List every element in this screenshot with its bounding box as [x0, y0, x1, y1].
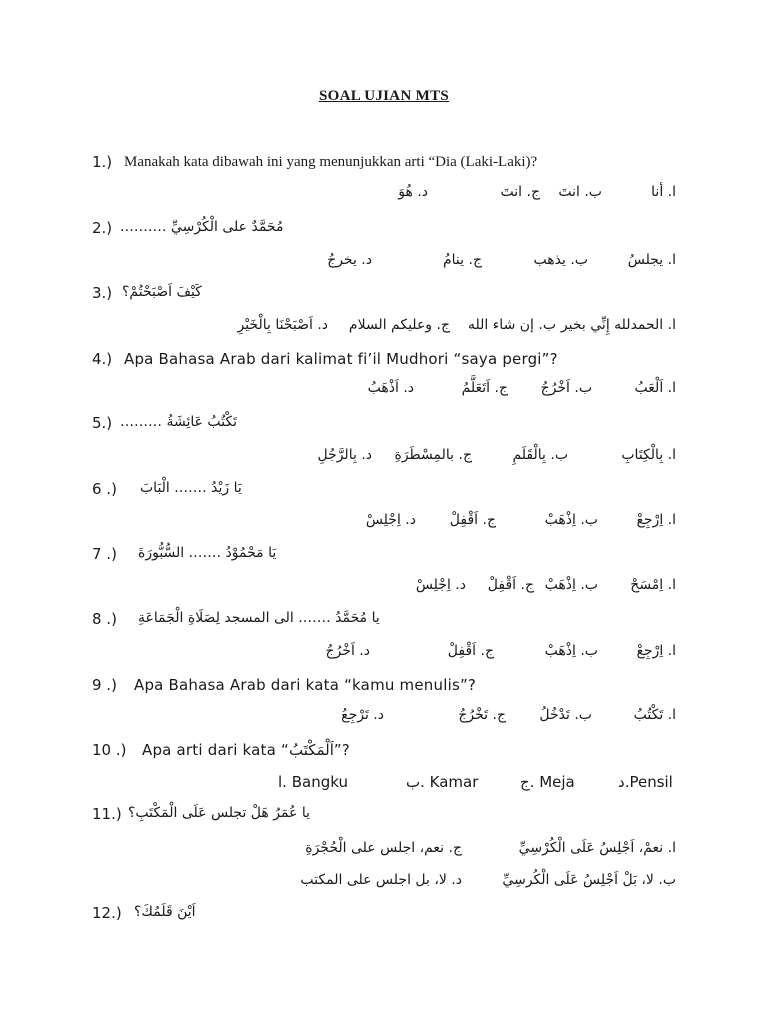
question-2: [0, 219, 768, 243]
option-a: ا. بِالْكِتَابِ: [621, 447, 676, 463]
question-text: يا مُحَمَّدُ ……. الى المسجد لِصَلَاةِ الْجَمَاعَةِ: [138, 610, 380, 626]
question-6: [0, 480, 768, 504]
options-6: [0, 512, 768, 536]
question-1: [0, 153, 768, 177]
question-3: [0, 284, 768, 308]
question-text: يَا مَحْمُوْدُ ……. السُّبُّورَةَ: [138, 545, 277, 561]
option-a: ا. يجلسُ: [627, 252, 676, 268]
option-d: د.Pensil: [618, 773, 673, 791]
option-d: د. هُوَ: [398, 184, 428, 200]
question-number: 11.): [92, 805, 122, 823]
option-d: د. اِجْلِسْ: [415, 577, 466, 593]
option-b: ب. اَخْرُجُ: [540, 380, 592, 396]
option-b: ب. لا، بَلْ اَجْلِسُ عَلَى الْكُرسِيِّ: [502, 872, 676, 888]
options-9: [0, 707, 768, 731]
option-c: ج. نعم، اجلس على الْحُجْرَةِ: [305, 840, 462, 856]
options-8: [0, 643, 768, 667]
option-a: ا. اَلْعَبُ: [634, 380, 676, 396]
option-a: ا. اِرْجِعْ: [636, 512, 676, 528]
option-b: ب. Kamar: [406, 773, 479, 791]
option-a: ا. نعمْ، اَجْلِسُ عَلَى الْكُرْسِيِّ: [518, 840, 676, 856]
option-b: ب. اِذْهَبْ: [544, 512, 598, 528]
options-7: [0, 577, 768, 601]
option-c: ج. اَقْفِلْ: [447, 643, 494, 659]
option-d: د. بِالرَّجُلِ: [317, 447, 372, 463]
option-a: ا. أنا: [651, 184, 676, 200]
option-b: ب. انتَ: [558, 184, 602, 200]
option-c: ج. اَتَعَلَّمُ: [461, 380, 508, 396]
option-d: د. لا، بل اجلس على المكتب: [300, 872, 462, 888]
option-b: ب. اِذْهَبْ: [544, 643, 598, 659]
options-3: [0, 317, 768, 341]
option-a: ا. Bangku: [278, 773, 348, 791]
question-number: 2.): [92, 219, 113, 237]
question-10: [0, 741, 768, 765]
option-b: ب. إن شاء الله: [467, 317, 556, 333]
question-number: 7 .): [92, 545, 117, 563]
question-number: 5.): [92, 414, 113, 432]
page-title: SOAL UJIAN MTS: [318, 88, 450, 104]
question-11: [0, 805, 768, 829]
question-text: يَا زَيْدُ ……. الْبَابَ: [140, 480, 242, 496]
question-8: [0, 610, 768, 634]
option-a: ا. اِرْجِعْ: [636, 643, 676, 659]
question-4: [0, 350, 768, 374]
question-text: كَيْفَ اَصْبَحْتُمْ؟: [122, 284, 202, 300]
option-d: د. اَصْبَحْنَا بِالْخَيْرِ: [237, 317, 328, 333]
question-number: 10 .): [92, 741, 127, 759]
question-9: [0, 676, 768, 700]
question-number: 6 .): [92, 480, 117, 498]
option-c: ج. اَقْفِلْ: [449, 512, 496, 528]
question-text: Apa Bahasa Arab dari kalimat fi’il Mudhori “saya pergi”?: [124, 350, 558, 368]
option-b: ب. اِذْهَبْ: [544, 577, 598, 593]
question-text: Manakah kata dibawah ini yang menunjukkan arti “Dia (Laki-Laki)?: [124, 154, 538, 170]
options-4: [0, 380, 768, 404]
option-b: ب. يذهب: [533, 252, 588, 268]
question-5: [0, 414, 768, 438]
option-c: ج. بالمِسْطَرَةِ: [394, 447, 472, 463]
option-b: ب. بِالْقَلَمِ: [512, 447, 568, 463]
option-a: ا. اِمْسَحْ: [630, 577, 676, 593]
option-c: ج. تَخْرُجُ: [458, 707, 506, 723]
options-11-row-1: [0, 840, 768, 864]
option-c: ج. اَقْفِلْ: [487, 577, 534, 593]
question-text: اَيْنَ قَلَمُكَ؟: [134, 904, 196, 920]
option-d: د. اَخْرُجُ: [325, 643, 370, 659]
options-2: [0, 252, 768, 276]
question-text: تَكْتُبُ عَائِشَةُ ………: [120, 414, 238, 430]
option-c: ج. وعليكم السلام: [348, 317, 450, 333]
question-7: [0, 545, 768, 569]
options-5: [0, 447, 768, 471]
question-number: 4.): [92, 350, 113, 368]
option-b: ب. تَدْخُلُ: [539, 707, 592, 723]
option-a: ا. الحمدلله إِنِّي بخير: [560, 317, 676, 333]
option-c: ج. ينامُ: [443, 252, 482, 268]
option-c: ج. انتَ: [500, 184, 540, 200]
question-number: 8 .): [92, 610, 117, 628]
question-text: Apa arti dari kata “اَلْمَكْتَبُ”?: [142, 741, 350, 759]
option-d: د. تَرْجِعُ: [341, 707, 384, 723]
question-number: 12.): [92, 904, 122, 922]
question-text: يا عُمَرُ هَلْ تجلس عَلَى الْمَكْتَبِ؟: [128, 805, 311, 821]
option-c: ج. Meja: [520, 773, 575, 791]
options-11-row-2: [0, 872, 768, 896]
option-d: د. اَذْهَبُ: [367, 380, 414, 396]
question-text: Apa Bahasa Arab dari kata “kamu menulis”?: [134, 676, 477, 694]
question-number: 9 .): [92, 676, 117, 694]
question-number: 1.): [92, 153, 113, 171]
question-number: 3.): [92, 284, 113, 302]
option-a: ا. تَكْتُبُ: [633, 707, 676, 723]
option-d: د. اِجْلِسْ: [365, 512, 416, 528]
question-12: [0, 904, 768, 928]
question-text: مُحَمَّدٌ على الْكُرْسِيِّ ……….: [120, 219, 284, 235]
options-1: [0, 184, 768, 208]
option-d: د. يخرجُ: [327, 252, 372, 268]
options-10: [0, 773, 768, 797]
